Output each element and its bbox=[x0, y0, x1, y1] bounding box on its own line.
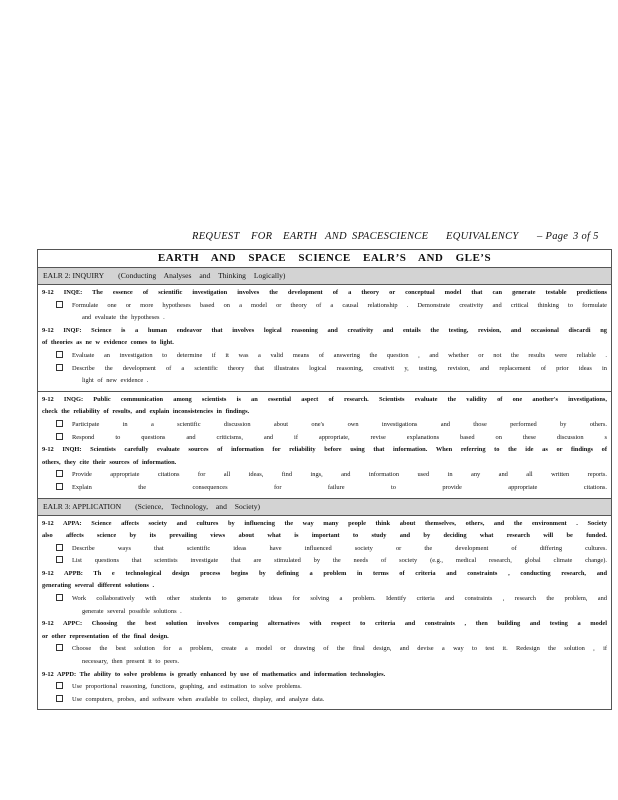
standard-line-continued: others, they cite their sources of information. bbox=[42, 458, 177, 466]
list-item-text: Describe ways that scientific ideas have influenced society or the development of differing cultures. bbox=[72, 544, 607, 552]
header-for: FOR bbox=[251, 231, 273, 242]
list-item-text: Describe the development of a scientific theory that illustrates logical reasoning, creativit y, testing, revision, and replacement of prior ideas in bbox=[72, 364, 607, 372]
inquiry-block-1 bbox=[37, 285, 612, 392]
standard-line: 9-12 INQG: Public communication among scientists is an essential aspect of research. Scientists evaluate the validity of one another's investigations, bbox=[42, 395, 607, 403]
section-title: EALR 3: APPLICATION bbox=[43, 501, 122, 511]
checkbox-bullet-icon bbox=[56, 433, 63, 440]
checkbox-bullet-icon bbox=[56, 364, 63, 371]
checkbox-bullet-icon bbox=[56, 483, 63, 490]
standard-line-continued: check the reliability of results, and explain inconsistencies in findings. bbox=[42, 408, 250, 416]
checkbox-bullet-icon bbox=[56, 644, 63, 651]
list-item bbox=[42, 681, 607, 694]
standard-line: 9-12 APPB: Th e technological design process begins by defining a problem in terms of criteria and constraints , conducting research, and bbox=[42, 569, 607, 577]
standard-line-continued: also affects science by its prevailing views about what is important to study and by deciding what research will be funded. bbox=[42, 532, 607, 540]
list-item bbox=[42, 482, 607, 495]
section-title: EALR 2: INQUIRY bbox=[43, 271, 105, 280]
header-page-label: – Page bbox=[537, 231, 569, 242]
standard-line-continued: of theories as ne w evidence comes to light. bbox=[42, 339, 174, 347]
section-header-application bbox=[37, 499, 612, 516]
list-item-text: Respond to questions and criticisms, and if appropriate, revise explanations based on these discussion s bbox=[72, 433, 607, 441]
list-item-text: Formulate one or more hypotheses based on a model or theory of a causal relationship . Demonstrate creativity and critical thinking to formulate bbox=[72, 301, 607, 309]
list-item bbox=[42, 593, 607, 606]
section-subtitle: (Science, Technology, and Society) bbox=[135, 501, 261, 511]
header-and: AND bbox=[325, 231, 347, 242]
checkbox-bullet-icon bbox=[56, 556, 63, 563]
standard-line: 9-12 APPD: The ability to solve problems is greatly enhanced by use of mathematics and information technologies. bbox=[42, 670, 386, 678]
list-item bbox=[42, 350, 607, 363]
list-item-text: Use proportional reasoning, functions, graphing, and estimation to solve problems. bbox=[72, 683, 302, 691]
header-earth: EARTH bbox=[283, 231, 318, 242]
table-title: EARTH AND SPACE SCIENCE EALR’S AND GLE’S bbox=[37, 249, 612, 267]
checkbox-bullet-icon bbox=[56, 301, 63, 308]
section-header-inquiry bbox=[37, 267, 612, 285]
list-item-text: Explain the consequences for failure to provide appropriate citations. bbox=[72, 483, 607, 491]
header-page-number: 3 of 5 bbox=[573, 231, 599, 242]
section-subtitle: (Conducting Analyses and Thinking Logically) bbox=[118, 271, 286, 280]
standards-table bbox=[37, 249, 612, 710]
standard-line: 9-12 APPA: Science affects society and cultures by influencing the way many people think about themselves, others, and the environment . Society bbox=[42, 519, 607, 527]
standard-line: 9-12 APPC: Choosing the best solution involves comparing alternatives with respect to criteria and constraints , then building and testing a model bbox=[42, 620, 607, 628]
list-item-text: List questions that scientists investigate that are stimulated by the needs of society (e.g., medical research, global climate change). bbox=[72, 557, 607, 565]
list-item bbox=[42, 419, 607, 432]
checkbox-bullet-icon bbox=[56, 682, 63, 689]
list-item-text: Provide appropriate citations for all ideas, find ings, and information used in any and all written reports. bbox=[72, 471, 607, 479]
standard-line-continued: or other representation of the final design. bbox=[42, 632, 169, 640]
standard-line: 9-12 INQH: Scientists carefully evaluate sources of information for reliability before using that information. When referring to the ide as or findings of bbox=[42, 446, 607, 454]
list-item bbox=[42, 543, 607, 556]
list-item bbox=[42, 694, 607, 707]
inquiry-block-2 bbox=[37, 392, 612, 499]
checkbox-bullet-icon bbox=[56, 351, 63, 358]
list-item bbox=[42, 300, 607, 313]
list-item-continued: necessary, then present it to peers. bbox=[82, 658, 180, 666]
list-item-continued: generate several possible solutions . bbox=[82, 607, 182, 615]
standard-line-continued: generating several different solutions . bbox=[42, 582, 155, 590]
list-item-continued: light of new evidence . bbox=[82, 377, 149, 385]
list-item bbox=[42, 469, 607, 482]
header-equivalency: EQUIVALENCY bbox=[446, 231, 519, 242]
list-item-text: Work collaboratively with other students to generate ideas for solving a problem. Identify criteria and constraints , research the problem, and bbox=[72, 595, 607, 603]
list-item bbox=[42, 643, 607, 656]
list-item-text: Participate in a scientific discussion about one's own investigations and those performed by others. bbox=[72, 420, 607, 428]
list-item-text: Evaluate an investigation to determine if it was a valid means of answering the question , and whether or not the results were reliable . bbox=[72, 351, 607, 359]
page-header bbox=[0, 231, 618, 247]
list-item bbox=[42, 432, 607, 445]
list-item-text: Choose the best solution for a problem, create a model or drawing of the final design, and devise a way to test it. Redesign the solution , if bbox=[72, 645, 607, 653]
checkbox-bullet-icon bbox=[56, 470, 63, 477]
standard-line: 9-12 INQF: Science is a human endeavor that involves logical reasoning and creativity and entails the testing, revision, and occasional discardi ng bbox=[42, 326, 607, 334]
standard-line: 9-12 INQE: The essence of scientific investigation involves the development of a theory or conceptual model that can generate testable predictions bbox=[42, 289, 607, 296]
list-item bbox=[42, 555, 607, 568]
checkbox-bullet-icon bbox=[56, 544, 63, 551]
checkbox-bullet-icon bbox=[56, 420, 63, 427]
application-block bbox=[37, 516, 612, 711]
list-item-text: Use computers, probes, and software when available to collect, display, and analyze data. bbox=[72, 695, 325, 703]
header-space-science: SPACESCIENCE bbox=[352, 231, 429, 242]
list-item-continued: and evaluate the hypotheses . bbox=[82, 314, 165, 322]
checkbox-bullet-icon bbox=[56, 594, 63, 601]
header-request: REQUEST bbox=[192, 231, 240, 242]
list-item bbox=[42, 363, 607, 376]
checkbox-bullet-icon bbox=[56, 695, 63, 702]
